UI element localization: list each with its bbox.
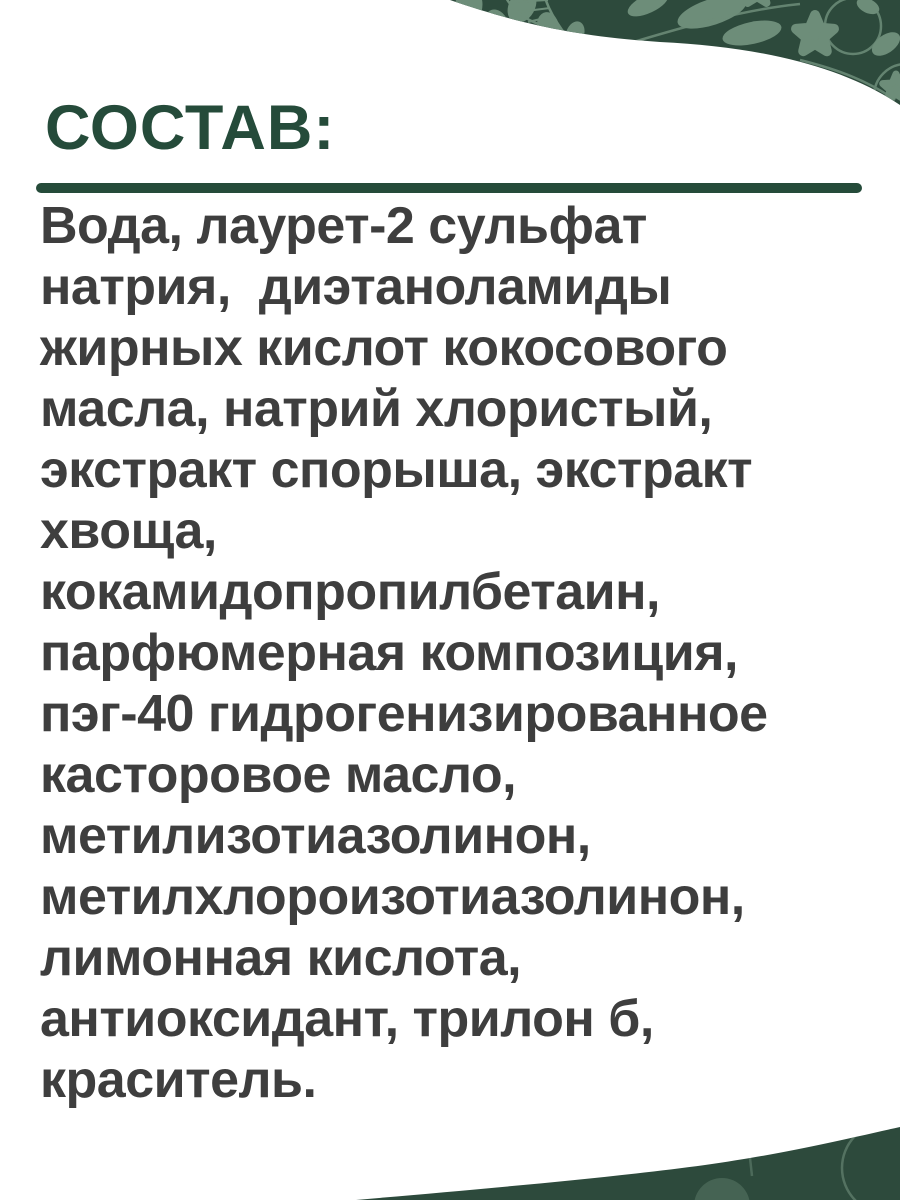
title-underline	[36, 183, 862, 193]
small-leaf-icon	[737, 1132, 754, 1156]
ingredient-line: метилхлороизотиазолинон,	[40, 868, 745, 926]
ingredient-line: жирных кислот кокосового	[40, 319, 728, 377]
ingredient-line: масла, натрий хлористый,	[40, 380, 713, 438]
ingredient-line: антиоксидант, трилон б,	[40, 990, 654, 1048]
ingredient-line: касторовое масло,	[40, 746, 517, 804]
ingredient-line: кокамидопропилбетаин,	[40, 563, 660, 621]
page-title: СОСТАВ:	[45, 93, 336, 163]
ingredient-line: экстракт спорыша, экстракт	[40, 441, 753, 499]
ingredient-line: хвоща,	[40, 502, 217, 560]
ingredient-line: метилизотиазолинон,	[40, 807, 591, 865]
bottom-wave-shape	[356, 1127, 900, 1200]
ingredient-line: Вода, лаурет-2 сульфат	[40, 197, 647, 255]
ingredients-text	[40, 196, 880, 1111]
ingredient-line: пэг-40 гидрогенизированное	[40, 685, 768, 743]
ingredient-line: лимонная кислота,	[40, 929, 522, 987]
ingredient-line: парфюмерная композиция,	[40, 624, 738, 682]
bottom-wave-decoration	[0, 1110, 900, 1200]
ingredient-line: натрия, диэтаноламиды	[40, 258, 672, 316]
ingredient-line: краситель.	[40, 1051, 317, 1109]
